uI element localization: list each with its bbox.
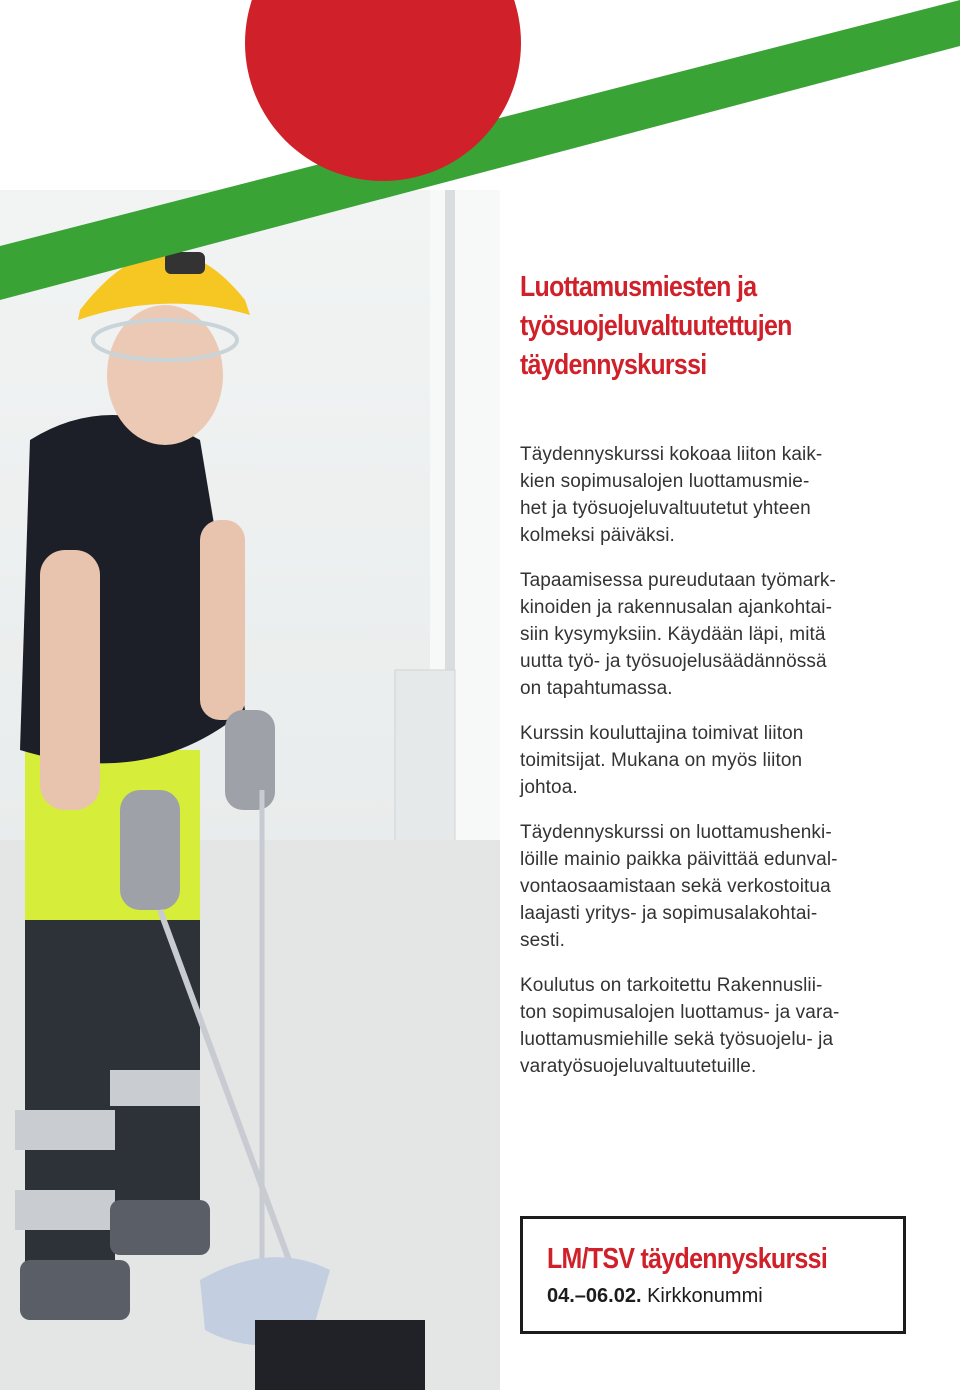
text-line: varatyösuojeluvaltuutetuille. (520, 1056, 757, 1077)
paragraph-intro (520, 441, 940, 549)
worker-right-boot (110, 1200, 210, 1255)
article-content (520, 268, 940, 1098)
text-line: Tapaamisessa pureudutaan työmark- (520, 570, 836, 591)
reflective-stripe-3 (110, 1070, 200, 1106)
text-line: siin kysymyksiin. Käydään läpi, mitä (520, 624, 826, 645)
event-location: Kirkkonummi (647, 1285, 763, 1307)
text-line: on tapahtumassa. (520, 678, 673, 699)
text-line: sesti. (520, 930, 565, 951)
broom-head (255, 1320, 425, 1390)
event-date: 04.–06.02. (547, 1285, 642, 1307)
text-line: het ja työsuojeluvaltuutetut yhteen (520, 498, 811, 519)
text-line: Koulutus on tarkoitettu Rakennuslii- (520, 975, 823, 996)
paragraph-audience (520, 972, 940, 1080)
paragraph-benefits (520, 819, 940, 954)
text-line: uutta työ- ja työsuojelusäädännössä (520, 651, 827, 672)
headline-line-3: täydennyskurssi (520, 349, 707, 381)
text-line: Täydennyskurssi kokoaa liiton kaik- (520, 444, 823, 465)
text-line: toimitsijat. Mukana on myös liiton (520, 750, 803, 771)
worker-right-arm (200, 520, 245, 720)
headline-line-2: työsuojeluvaltuutettujen (520, 310, 792, 342)
text-line: johtoa. (520, 777, 578, 798)
text-line: löille mainio paikka päivittää edunval- (520, 849, 838, 870)
glove-right (225, 710, 275, 810)
text-line: kien sopimusalojen luottamusmie- (520, 471, 810, 492)
text-line: Kurssin kouluttajina toimivat liiton (520, 723, 804, 744)
paragraph-topics (520, 567, 940, 702)
text-line: vontaosaamistaan sekä verkostoitua (520, 876, 831, 897)
worker-left-arm (40, 550, 100, 810)
event-details (547, 1285, 763, 1308)
text-line: luottamusmiehille sekä työsuojelu- ja (520, 1029, 834, 1050)
glove-left (120, 790, 180, 910)
text-line: Täydennyskurssi on luottamushenki- (520, 822, 832, 843)
text-line: ton sopimusalojen luottamus- ja vara- (520, 1002, 840, 1023)
headline-line-1: Luottamusmiesten ja (520, 271, 757, 303)
event-info-box (520, 1216, 906, 1334)
text-line: kinoiden ja rakennusalan ajankohtai- (520, 597, 833, 618)
paragraph-trainers (520, 720, 940, 801)
event-title: LM/TSV täydennyskurssi (547, 1243, 828, 1275)
headline (520, 268, 924, 385)
reflective-stripe-2 (15, 1190, 115, 1230)
reflective-stripe (15, 1110, 115, 1150)
text-line: laajasti yritys- ja sopimusalakohtai- (520, 903, 818, 924)
worker-left-boot (20, 1260, 130, 1320)
worker-photo (0, 190, 500, 1390)
text-line: kolmeksi päiväksi. (520, 525, 675, 546)
worker-illustration (0, 190, 500, 1390)
